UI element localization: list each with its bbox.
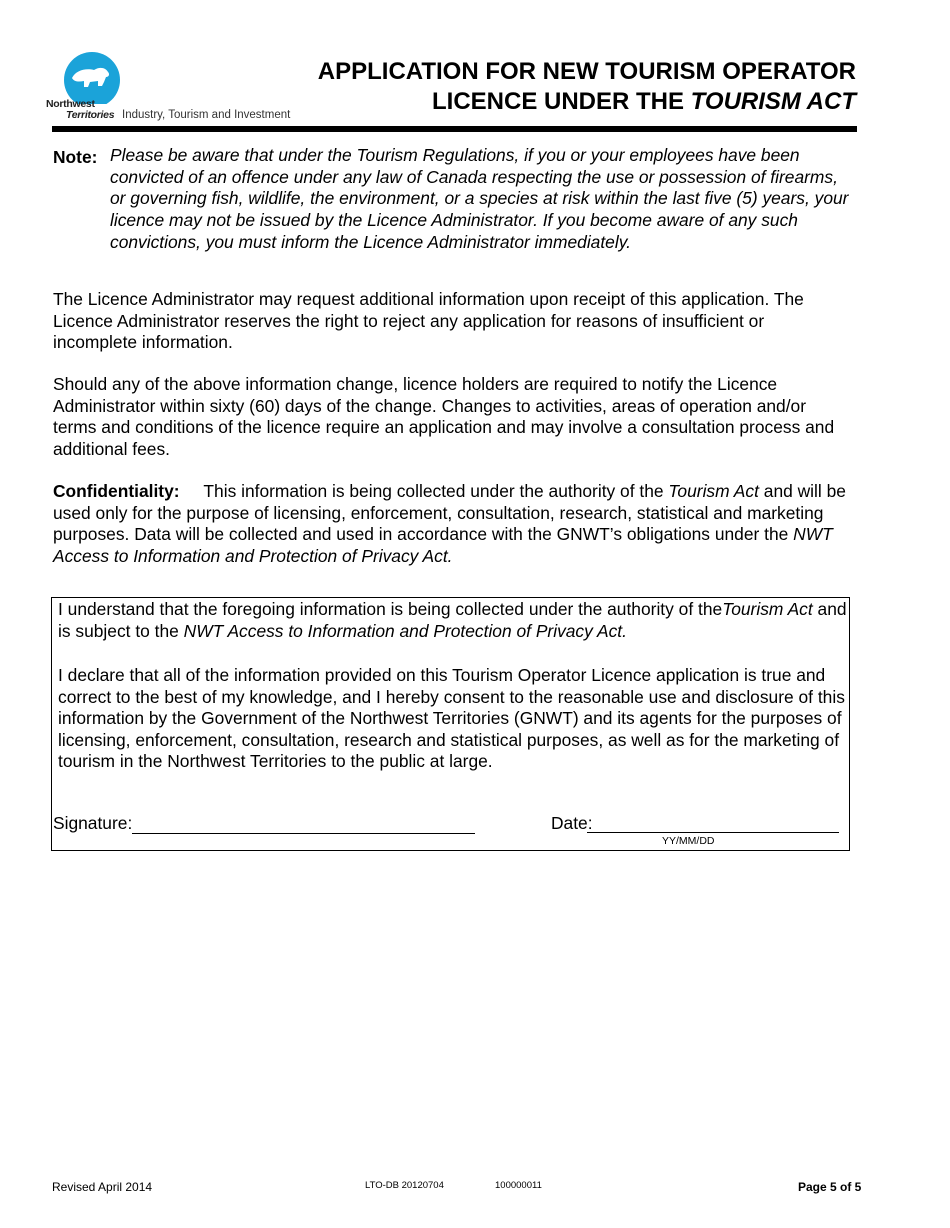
confidentiality-section: [53, 481, 853, 567]
confidentiality-text-2: and will be used only for the purpose of licensing, enforcement, consultation, research, statistical and marketing purposes. Data will be collected and used in accordance with the GNWT’s obligations under the: [53, 481, 846, 545]
declaration-line1-act2: NWT Access to Information and Protection of Privacy Act.: [183, 620, 627, 641]
confidentiality-text-1: This information is being collected under the authority of the: [203, 481, 669, 501]
title-act-name: TOURISM ACT: [690, 88, 856, 115]
title-line-2: [318, 87, 856, 117]
page-title: [318, 57, 856, 117]
declaration-line1-text1: I understand that the foregoing information is being collected under the authority of the: [58, 599, 723, 619]
note-label: Note:: [53, 147, 98, 167]
department-name: Industry, Tourism and Investment: [122, 109, 291, 121]
declaration-line1-text2: and is subject to the: [58, 599, 847, 641]
declaration-understand: [58, 599, 848, 642]
nwt-logo: [44, 52, 304, 124]
logo-territories: Territories: [66, 109, 115, 121]
header-rule: [52, 126, 857, 132]
date-format-hint: YY/MM/DD: [662, 835, 715, 847]
title-line-2-prefix: LICENCE UNDER THE: [431, 88, 691, 115]
declaration-box: [51, 597, 850, 851]
date-label: Date:: [551, 813, 593, 833]
signature-field[interactable]: [132, 833, 475, 834]
signature-label: Signature:: [53, 813, 133, 833]
declaration-line1-act1: Tourism Act: [722, 599, 813, 619]
paragraph-notify-change: Should any of the above information change, licence holders are required to notify the Licence Administrator within sixty (60) days of the change. Changes to activities, areas of operation and/or terms and conditions of the licence require an application and may involve a consultation process and additional fees.: [53, 374, 835, 459]
form-number: 100000011: [495, 1180, 542, 1191]
page-number: Page 5 of 5: [798, 1180, 862, 1194]
paragraph-request-info: The Licence Administrator may request additional information upon receipt of this application. The Licence Administrator reserves the right to reject any application for reasons of insufficient or incomplete information.: [53, 289, 804, 353]
confidentiality-act-2: NWT Access to Information and Protection of Privacy Act.: [53, 524, 833, 566]
logo-northwest: Northwest: [46, 98, 95, 110]
revised-date: Revised April 2014: [52, 1180, 153, 1194]
confidentiality-act-1: Tourism Act: [668, 481, 759, 501]
form-code: LTO-DB 20120704: [365, 1180, 444, 1191]
declaration-text: I declare that all of the information provided on this Tourism Operator Licence application is true and correct to the best of my knowledge, and I hereby consent to the reasonable use and disclosure of this information by the Government of the Northwest Territories (GNWT) and its agents for the purposes of licensing, enforcement, consultation, research and statistical purposes, as well as for the marketing of tourism in the Northwest Territories to the public at large.: [58, 665, 845, 772]
note-text: Please be aware that under the Tourism Regulations, if you or your employees have been convicted of an offence under any law of Canada respecting the use or possession of firearms, or governing fish, wildlife, the environment, or a species at risk within the last five (5) years, your licence may not be issued by the Licence Administrator. If you become aware of any such convictions, you must inform the Licence Administrator immediately.: [110, 145, 849, 252]
date-field[interactable]: [587, 832, 839, 833]
title-line-1: APPLICATION FOR NEW TOURISM OPERATOR: [317, 58, 856, 85]
confidentiality-label: Confidentiality:: [53, 481, 180, 501]
polar-bear-logo-icon: [62, 52, 122, 104]
